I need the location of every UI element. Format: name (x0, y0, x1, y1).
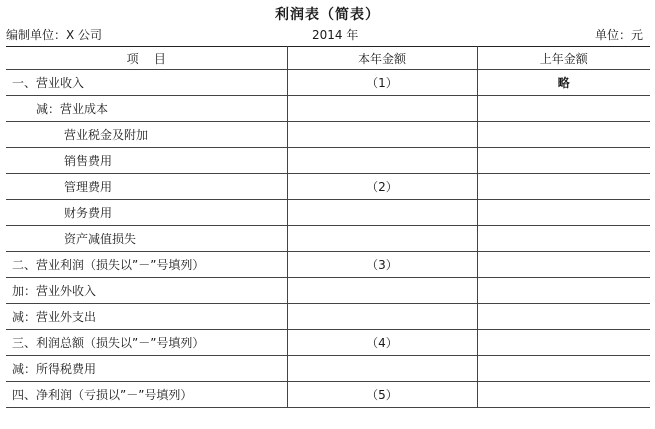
currency-unit: 单位：元 (594, 28, 643, 42)
row-current-amount (287, 226, 477, 252)
report-year: 2014 年 (312, 28, 359, 42)
table-row (6, 382, 650, 408)
row-current-amount: （3） (287, 252, 477, 278)
table-row (6, 148, 650, 174)
row-previous-amount (477, 122, 650, 148)
row-previous-amount (477, 330, 650, 356)
row-current-amount (287, 304, 477, 330)
column-header-current-year: 本年金额 (287, 47, 477, 70)
row-previous-amount (477, 382, 650, 408)
row-previous-amount (477, 200, 650, 226)
table-row (6, 226, 650, 252)
row-current-amount (287, 122, 477, 148)
row-item-label: 减：营业外支出 (6, 304, 287, 330)
report-title: 利润表（简表） (275, 7, 380, 23)
row-previous-amount (477, 252, 650, 278)
table-row (6, 200, 650, 226)
row-item-label: 销售费用 (6, 148, 287, 174)
row-current-amount: （5） (287, 382, 477, 408)
table-header-row (6, 47, 650, 70)
row-item-label: 财务费用 (6, 200, 287, 226)
row-previous-amount (477, 226, 650, 252)
row-current-amount (287, 96, 477, 122)
income-statement-table (6, 46, 650, 408)
row-previous-amount (477, 356, 650, 382)
row-current-amount: （4） (287, 330, 477, 356)
row-current-amount (287, 356, 477, 382)
row-previous-amount (477, 148, 650, 174)
row-previous-amount: 略 (477, 70, 650, 96)
row-current-amount: （1） (287, 70, 477, 96)
table-row (6, 278, 650, 304)
row-item-label: 资产减值损失 (6, 226, 287, 252)
table-row (6, 70, 650, 96)
row-item-label: 二、营业利润（损失以”－”号填列） (6, 252, 287, 278)
row-previous-amount (477, 96, 650, 122)
row-item-label: 减：所得税费用 (6, 356, 287, 382)
table-row (6, 330, 650, 356)
row-previous-amount (477, 278, 650, 304)
row-item-label: 管理费用 (6, 174, 287, 200)
row-item-label: 一、营业收入 (6, 70, 287, 96)
row-item-label: 营业税金及附加 (6, 122, 287, 148)
row-item-label: 四、净利润（亏损以”－”号填列） (6, 382, 287, 408)
column-header-item: 项 目 (6, 47, 287, 70)
row-previous-amount (477, 304, 650, 330)
row-current-amount: （2） (287, 174, 477, 200)
row-item-label: 减：营业成本 (6, 96, 287, 122)
row-current-amount (287, 148, 477, 174)
table-row (6, 96, 650, 122)
row-item-label: 三、利润总额（损失以”－”号填列） (6, 330, 287, 356)
row-item-label: 加：营业外收入 (6, 278, 287, 304)
table-row (6, 174, 650, 200)
row-current-amount (287, 200, 477, 226)
table-row (6, 122, 650, 148)
table-row (6, 304, 650, 330)
column-header-previous-year: 上年金额 (477, 47, 650, 70)
row-current-amount (287, 278, 477, 304)
table-row (6, 252, 650, 278)
table-row (6, 356, 650, 382)
reporting-entity: 编制单位：X 公司 (6, 28, 103, 42)
row-previous-amount (477, 174, 650, 200)
